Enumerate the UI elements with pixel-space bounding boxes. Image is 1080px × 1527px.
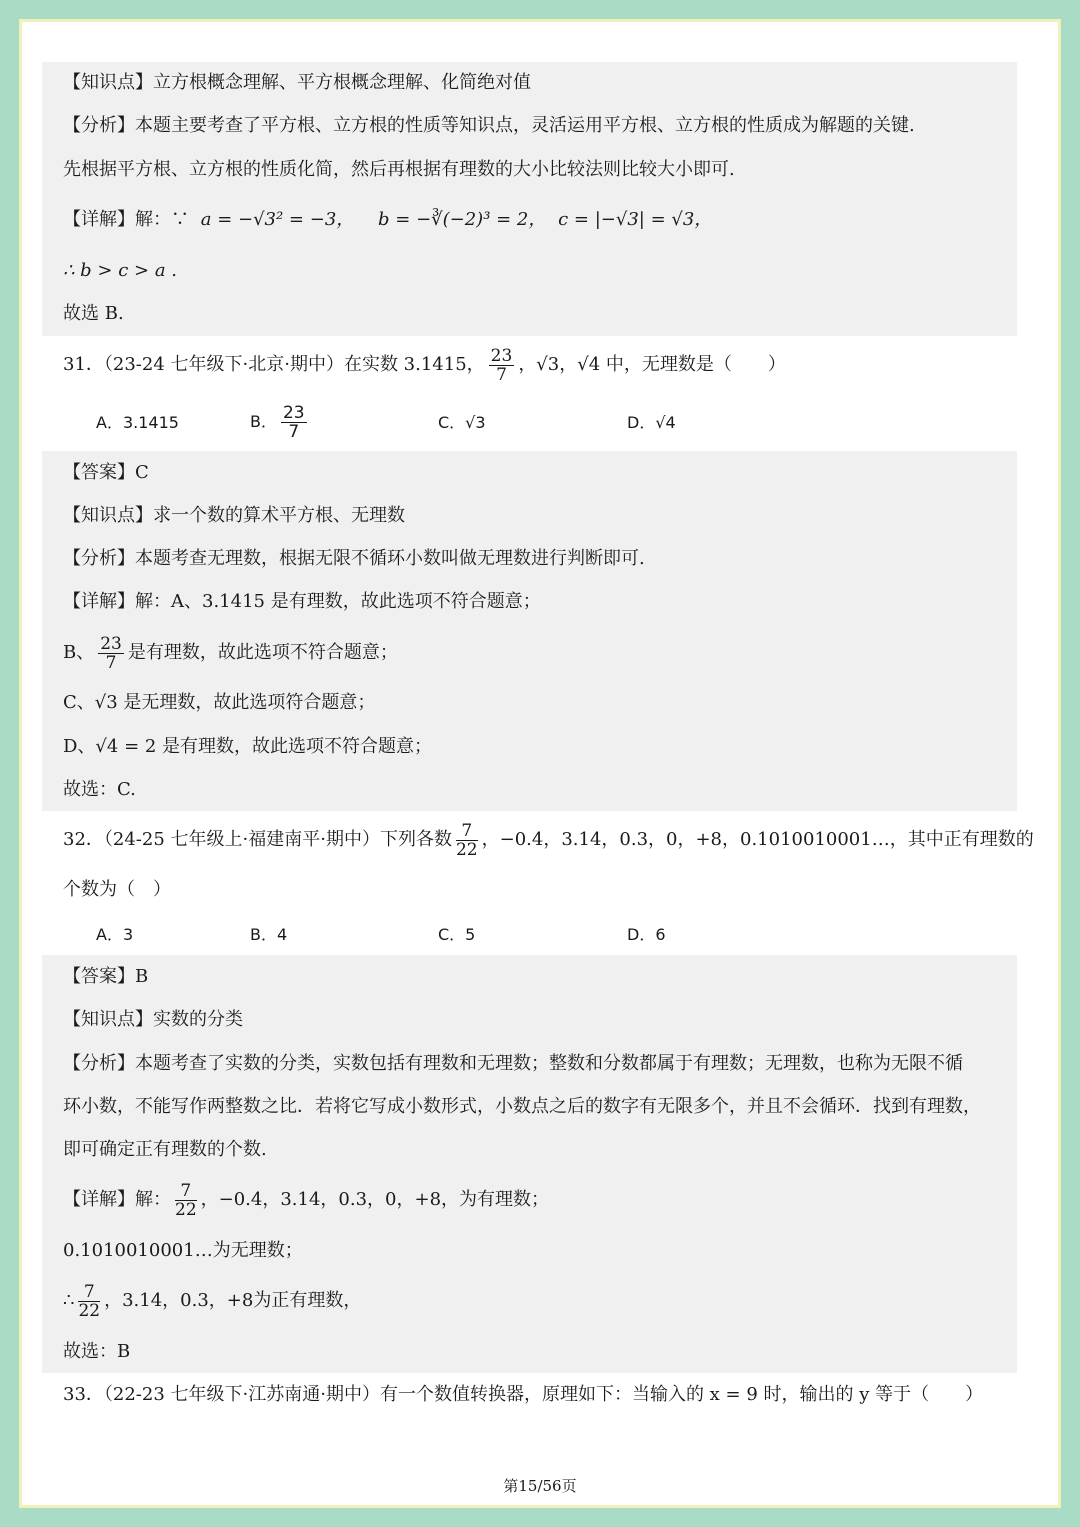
numerator: 23 (490, 345, 513, 366)
option-d: D．√4 (627, 413, 676, 432)
detail-31-c: C、√3 是无理数，故此选项符合题意； (63, 692, 376, 713)
detail-31-d: D、√4 = 2 是有理数，故此选项不符合题意； (63, 736, 433, 757)
fraction (78, 1283, 100, 1320)
detail-31: 【详解】解：A、3.1415 是有理数，故此选项不符合题意； (63, 591, 541, 612)
answer-31: 【答案】C (63, 462, 149, 483)
analysis-32-line2: 环小数，不能写作两整数之比．若将它写成小数形式，小数点之后的数字有无限多个，并且不会循环．找到有理数， (63, 1096, 981, 1117)
option-label: B． (250, 412, 277, 431)
analysis-31: 【分析】本题考查无理数，根据无限不循环小数叫做无理数进行判断即可. (63, 548, 645, 569)
choice-30: 故选 B. (63, 303, 124, 324)
choice-32: 故选：B (63, 1341, 131, 1362)
answer-32: 【答案】B (63, 966, 149, 987)
page-number: 第15/56页 (503, 1477, 577, 1495)
detail-c: c = |−√3| = √3， (558, 209, 713, 230)
detail-label: 【详解】解：∵ (63, 209, 189, 230)
analysis-32-line3: 即可确定正有理数的个数. (63, 1139, 267, 1160)
question-33-stem: 33．（22-23 七年级下·江苏南通·期中）有一个数值转换器，原理如下：当输入的 x = 9 时，输出的 y 等于（ ） (63, 1384, 984, 1405)
fraction (489, 347, 515, 384)
knowledge-32: 【知识点】实数的分类 (63, 1009, 243, 1030)
analysis-30-line2: 先根据平方根、立方根的性质化简，然后再根据有理数的大小比较法则比较大小即可. (63, 159, 735, 180)
option-b: B．4 (250, 925, 288, 944)
detail-b: b = −∛(−2)³ = 2， (378, 209, 547, 230)
question-32-stem (63, 818, 1034, 862)
option-a: A．3.1415 (96, 413, 179, 432)
question-31-stem (63, 343, 786, 387)
denominator: 7 (105, 652, 117, 673)
therefore-symbol: ∴ (63, 1290, 75, 1311)
option-a: A．3 (96, 925, 134, 944)
detail-31-b (63, 631, 398, 675)
denominator: 22 (455, 839, 478, 860)
fraction (456, 822, 478, 859)
irrational-32: 0.1010010001…为无理数； (63, 1240, 303, 1261)
denominator: 22 (78, 1300, 101, 1321)
stem-text: ，√3，√4 中，无理数是（ ） (518, 354, 786, 375)
solution-block-30 (42, 62, 1017, 336)
fraction (175, 1182, 197, 1219)
numerator: 23 (282, 403, 305, 423)
option-b (250, 400, 311, 444)
detail-30 (63, 209, 712, 231)
detail-a: a = −√3² = −3， (200, 209, 355, 230)
line-prefix: B、 (63, 642, 95, 663)
numerator: 7 (456, 822, 478, 841)
detail-text: ，−0.4，3.14，0.3，0，+8，为有理数； (200, 1189, 550, 1210)
detail-label: 【详解】解： (63, 1189, 171, 1210)
denominator: 7 (496, 364, 507, 385)
numerator: 23 (100, 633, 122, 654)
analysis-32-line1: 【分析】本题考查了实数的分类，实数包括有理数和无理数；整数和分数都属于有理数；无理数，也称为无限不循 (63, 1053, 963, 1074)
option-d: D．6 (627, 925, 666, 944)
stem-text: ，−0.4，3.14，0.3，0，+8，0.1010010001…，其中正有理数的 (481, 829, 1034, 850)
denominator: 7 (288, 422, 300, 442)
option-c: C．5 (438, 925, 476, 944)
numerator: 7 (175, 1182, 197, 1201)
conclusion-text: ，3.14，0.3，+8为正有理数， (104, 1290, 362, 1311)
detail-32 (63, 1178, 549, 1222)
analysis-30: 【分析】本题主要考查了平方根、立方根的性质等知识点，灵活运用平方根、立方根的性质成为解题的关键. (63, 115, 915, 136)
conclusion-32 (63, 1279, 361, 1323)
conclusion-30: ∴ b > c > a . (63, 260, 178, 281)
denominator: 22 (175, 1199, 197, 1220)
stem-text: 31．（23-24 七年级下·北京·期中）在实数 3.1415， (63, 354, 485, 375)
knowledge-31: 【知识点】求一个数的算术平方根、无理数 (63, 505, 405, 526)
numerator: 7 (78, 1283, 100, 1302)
choice-31: 故选：C. (63, 779, 136, 800)
fraction (281, 404, 307, 441)
stem-text: 32．（24-25 七年级上·福建南平·期中）下列各数 (63, 829, 452, 850)
fraction (98, 635, 124, 672)
knowledge-30: 【知识点】立方根概念理解、平方根概念理解、化简绝对值 (63, 72, 531, 93)
question-32-stem-line2: 个数为（ ） (63, 879, 171, 900)
option-c: C．√3 (438, 413, 486, 432)
line-text: 是有理数，故此选项不符合题意； (127, 642, 398, 663)
